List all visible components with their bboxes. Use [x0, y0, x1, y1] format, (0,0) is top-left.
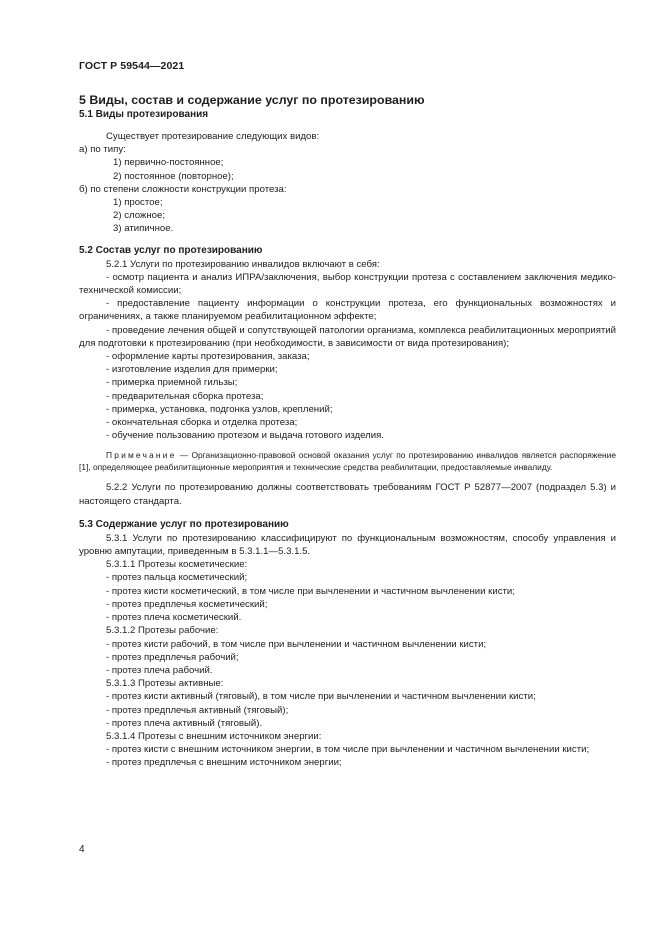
- list-item: - протез кисти активный (тяговый), в том числе при вычленении и частичном вычленении кисти;: [106, 691, 536, 703]
- paragraph: 5.3.1.1 Протезы косметические:: [106, 559, 248, 571]
- page-number: 4: [79, 844, 85, 855]
- note: [79, 450, 616, 473]
- list-item: - обучение пользованию протезом и выдача готового изделия.: [106, 430, 384, 442]
- list-item: - протез плеча активный (тяговый).: [106, 717, 263, 729]
- list-item: - предоставление пациенту информации о конструкции протеза, его функциональных возможностях и ограничениях, а также планируемом реабилитационном эффекте;: [79, 298, 616, 323]
- list-item: - примерка, установка, подгонка узлов, креплений;: [106, 403, 333, 415]
- paragraph: 5.2.2 Услуги по протезированию должны соответствовать требованиям ГОСТ Р 52877—2007 (подраздел 5.3) и настоящего стандарта.: [79, 482, 616, 507]
- subsection-heading-5-3: 5.3 Содержание услуг по протезированию: [79, 518, 289, 530]
- list-item: а) по типу:: [79, 144, 126, 156]
- list-item: - протез предплечья с внешним источником энергии;: [106, 757, 342, 769]
- page-content: [79, 92, 616, 770]
- list-item: - предварительная сборка протеза;: [106, 390, 264, 402]
- list-item: - протез кисти рабочий, в том числе при вычленении и частичном вычленении кисти;: [106, 638, 487, 650]
- list-item: 1) первично-постоянное;: [113, 157, 224, 169]
- list-item: 3) атипичное.: [113, 223, 174, 235]
- list-item: б) по степени сложности конструкции протеза:: [79, 183, 287, 195]
- list-item: - протез кисти с внешним источником энергии, в том числе при вычленении и частичном вычленении кисти;: [106, 744, 590, 756]
- paragraph: Существует протезирование следующих видов:: [106, 131, 320, 142]
- paragraph: 5.3.1.4 Протезы с внешним источником энергии:: [106, 730, 322, 742]
- list-item: - проведение лечения общей и сопутствующей патологии организма, комплекса реабилитационных мероприятий для подготовки к протезированию (при необходимости, в зависимости от вида протезирования);: [79, 324, 616, 349]
- list-item: - осмотр пациента и анализ ИПРА/заключения, выбор конструкции протеза с составлением заключения медико-технической комиссии;: [79, 271, 616, 297]
- section-title: 5 Виды, состав и содержание услуг по протезированию: [79, 93, 425, 107]
- list-item: - протез пальца косметический;: [106, 572, 248, 584]
- list-item: - протез предплечья рабочий;: [106, 651, 239, 663]
- note-text: — Организационно-правовой основой оказания услуг по протезированию инвалидов является распоряжение [1], определяющее реабилитационные мероприятия и технические средства реабилитации, предоставляемые инвалиду.: [79, 450, 616, 472]
- list-item: - оформление карты протезирования, заказа;: [106, 351, 310, 363]
- paragraph: 5.3.1.3 Протезы активные:: [106, 678, 224, 690]
- list-item: - протез плеча косметический.: [106, 612, 242, 624]
- list-item: - протез предплечья активный (тяговый);: [106, 704, 289, 716]
- list-item: - изготовление изделия для примерки;: [106, 364, 278, 376]
- document-header: ГОСТ Р 59544—2021: [79, 60, 185, 72]
- note-label: Примечание: [106, 450, 177, 461]
- list-item: 2) постоянное (повторное);: [113, 170, 234, 182]
- paragraph: 5.3.1.2 Протезы рабочие:: [106, 625, 219, 637]
- list-item: - примерка приемной гильзы;: [106, 377, 238, 389]
- paragraph: 5.2.1 Услуги по протезированию инвалидов включают в себя:: [106, 258, 380, 270]
- list-item: - протез плеча рабочий.: [106, 664, 213, 676]
- paragraph: 5.3.1 Услуги по протезированию классифицируют по функциональным возможностям, способу управления и уровню ампутации, приведенным в 5.3.1.1—5.3.1.5.: [79, 532, 616, 558]
- list-item: - окончательная сборка и отделка протеза;: [106, 417, 298, 429]
- list-item: 2) сложное;: [113, 210, 165, 222]
- list-item: - протез предплечья косметический;: [106, 598, 268, 610]
- subsection-heading-5-2: 5.2 Состав услуг по протезированию: [79, 244, 263, 256]
- list-item: - протез кисти косметический, в том числе при вычленении и частичном вычленении кисти;: [106, 585, 515, 597]
- list-item: 1) простое;: [113, 197, 163, 209]
- subsection-heading-5-1: 5.1 Виды протезирования: [79, 109, 209, 120]
